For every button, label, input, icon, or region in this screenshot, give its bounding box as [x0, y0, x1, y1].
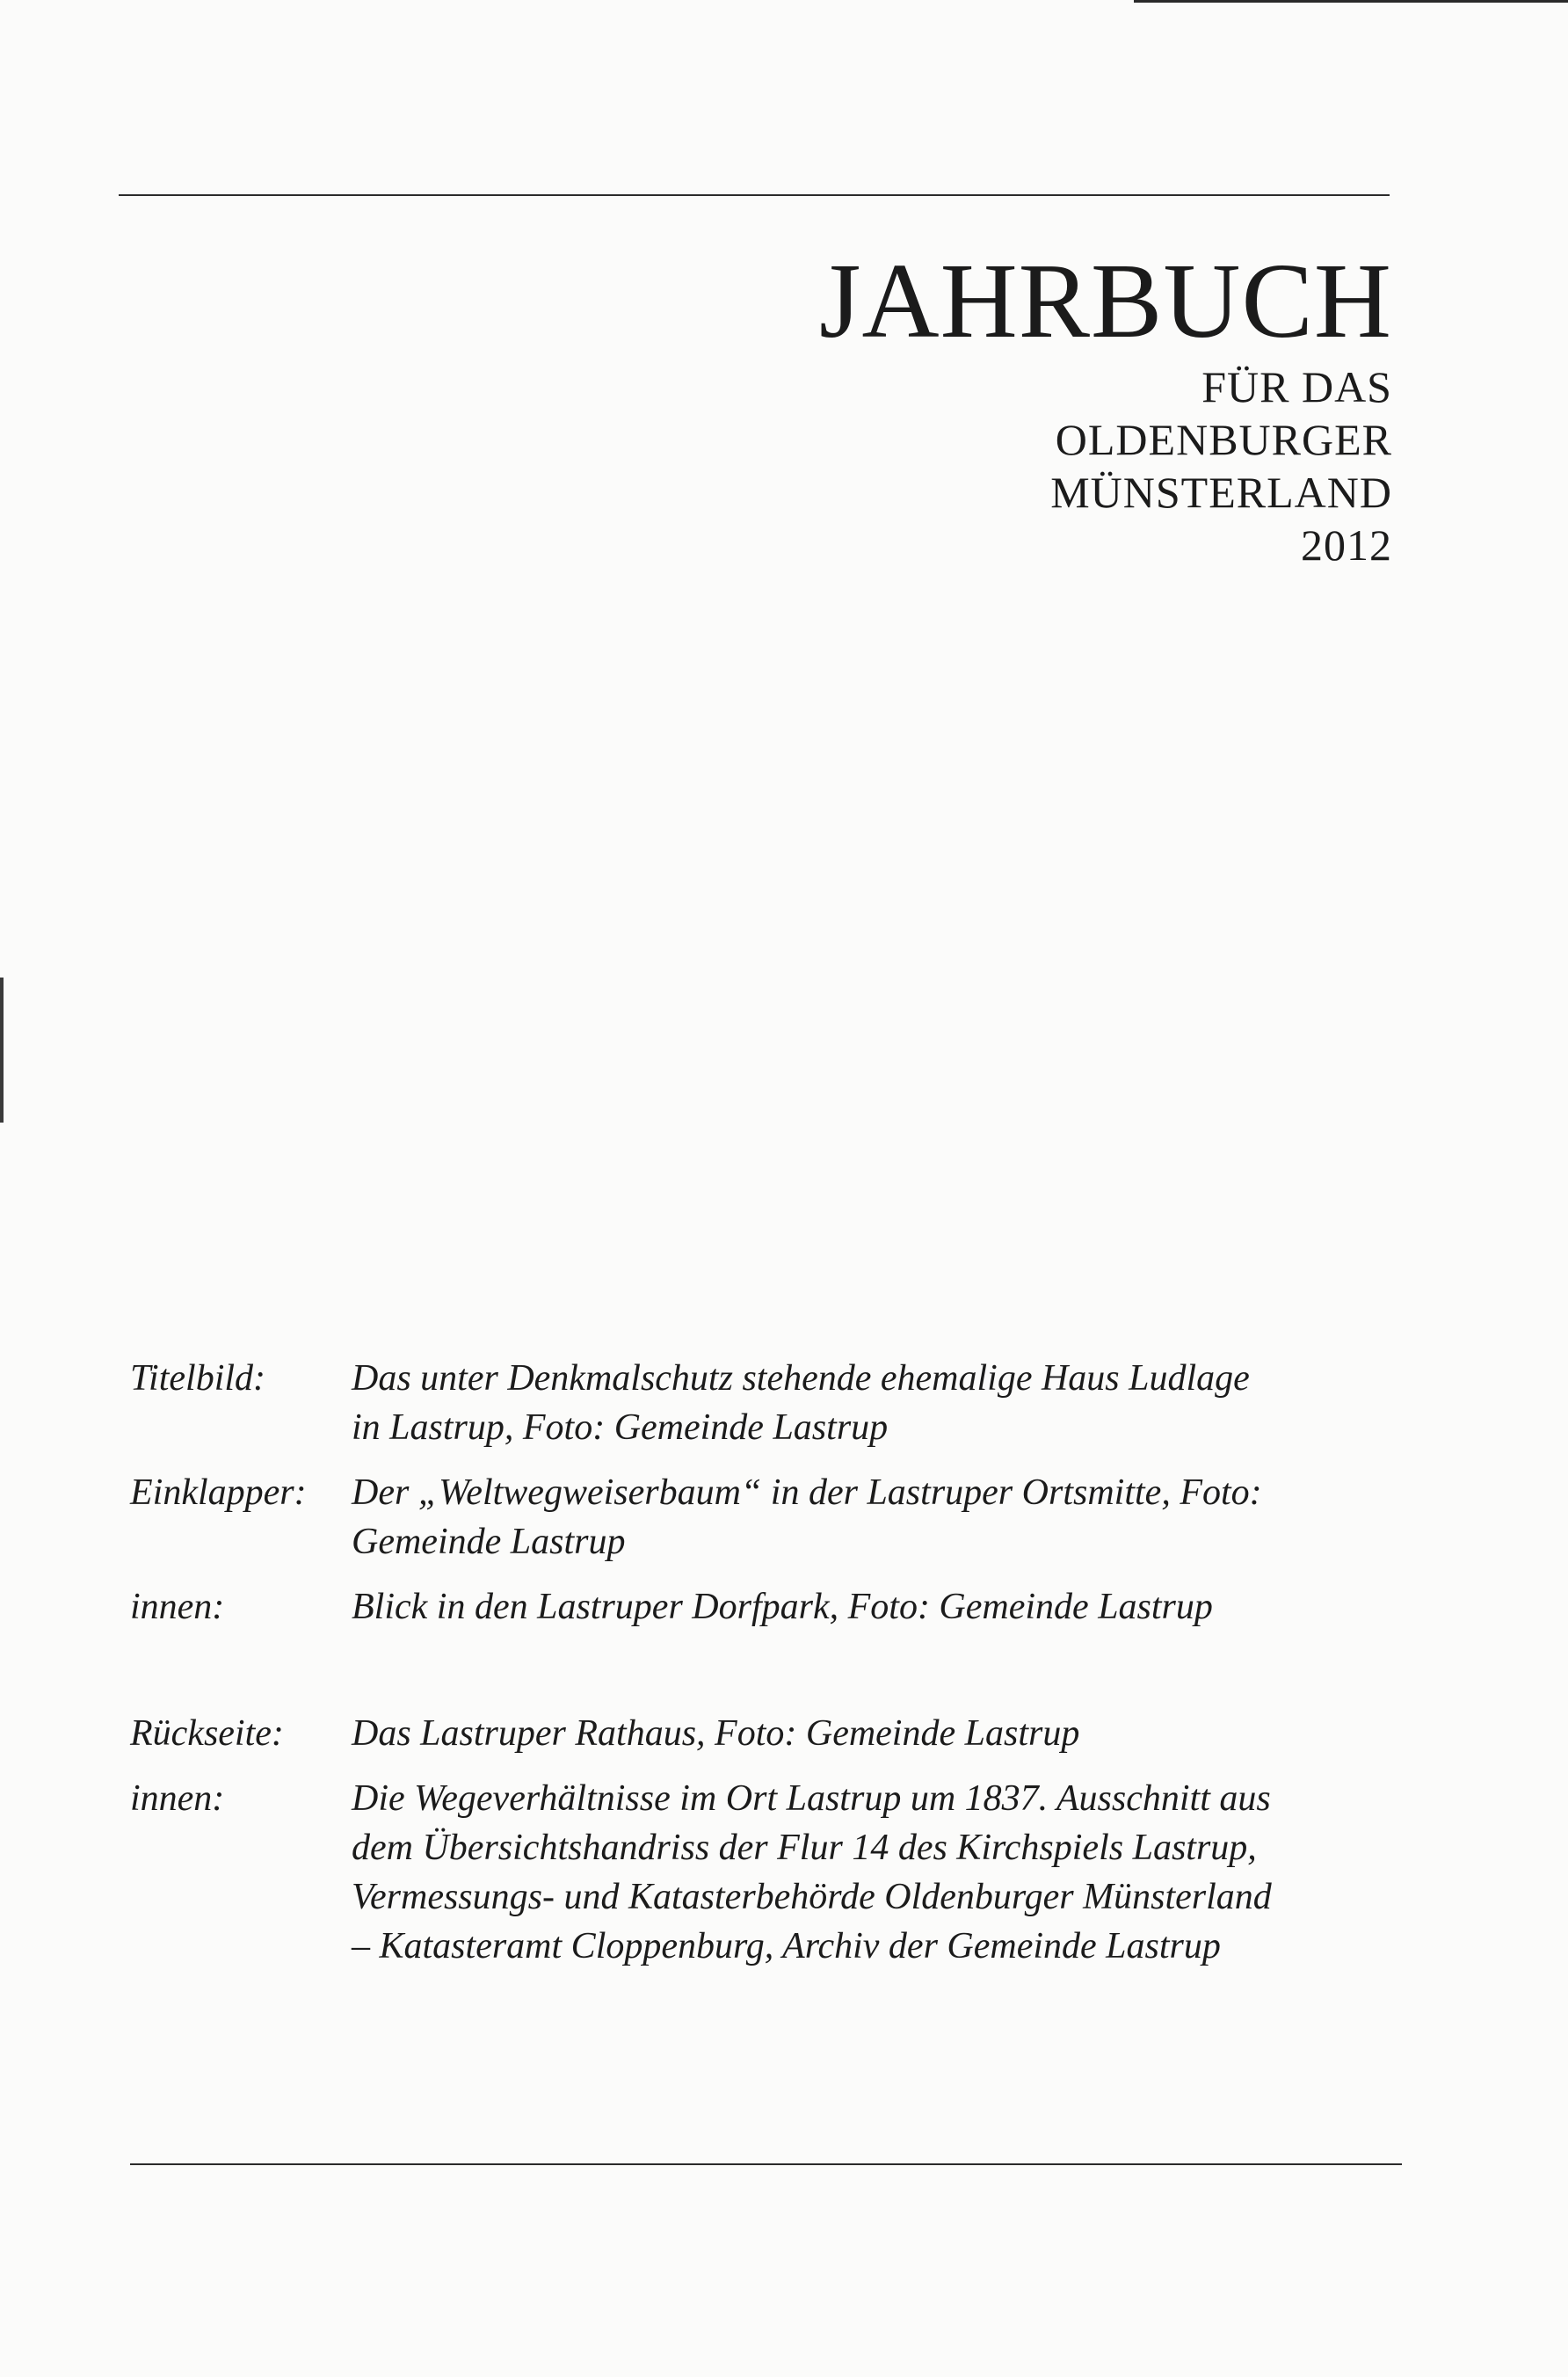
image-credits	[130, 1354, 1396, 1987]
credit-label: Titelbild:	[130, 1358, 266, 1399]
credit-entry	[130, 1468, 1396, 1566]
credit-label: innen:	[130, 1778, 225, 1819]
title-block	[601, 242, 1392, 571]
top-rule	[119, 194, 1390, 196]
title-line-1: FÜR DAS	[1201, 362, 1392, 411]
credit-label: Einklapper:	[130, 1472, 307, 1513]
credit-entry	[130, 1774, 1396, 1971]
credit-label: innen:	[130, 1587, 225, 1627]
credit-text: Die Wegeverhältnisse im Ort Lastrup um 1837. Ausschnitt aus dem Übersichtshandriss der Flur 14 des Kirchspiels Lastrup, Vermessungs- und Katasterbehörde Oldenburger Münsterland – Katasteramt Cloppenburg, Archiv der Gemeinde Lastrup	[352, 1778, 1272, 1966]
title-year: 2012	[1301, 520, 1392, 570]
credit-label: Rückseite:	[130, 1713, 284, 1754]
credit-text: Das Lastruper Rathaus, Foto: Gemeinde Lastrup	[352, 1713, 1080, 1754]
title-line-3: MÜNSTERLAND	[1050, 468, 1392, 517]
bottom-rule	[130, 2163, 1402, 2165]
title-main: JAHRBUCH	[818, 242, 1392, 360]
credit-entry	[130, 1354, 1396, 1452]
credit-text: Das unter Denkmalschutz stehende ehemalige Haus Ludlage in Lastrup, Foto: Gemeinde Lastrup	[352, 1358, 1250, 1448]
credit-text: Der „Weltwegweiserbaum“ in der Lastruper Ortsmitte, Foto: Gemeinde Lastrup	[352, 1472, 1262, 1562]
scan-edge-left	[0, 978, 4, 1123]
credit-entry	[130, 1582, 1396, 1632]
credit-text: Blick in den Lastruper Dorfpark, Foto: Gemeinde Lastrup	[352, 1587, 1213, 1627]
credit-entry	[130, 1709, 1396, 1758]
title-line-2: OLDENBURGER	[1055, 415, 1392, 464]
scan-edge-top	[1134, 0, 1568, 3]
